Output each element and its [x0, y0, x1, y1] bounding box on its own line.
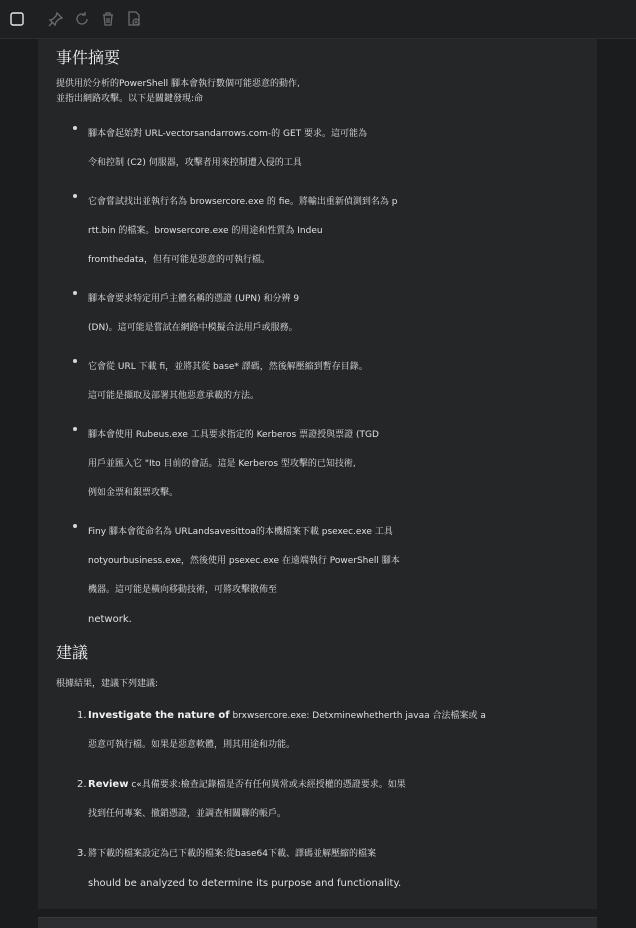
bullet-icon [73, 359, 77, 363]
list-item-line: (DN)。這可能是嘗試在網路中模擬合法用戶或服務。 [88, 323, 298, 333]
square-icon[interactable] [8, 10, 26, 28]
refresh-icon[interactable] [73, 10, 91, 28]
list-item-line: fromthedata，但有可能是惡意的可執行檔。 [88, 255, 270, 265]
list-item-line: 腳本會起始對 URL-vectorsandarrows.com-的 GET 要求。這可能為 [88, 129, 368, 139]
list-item-line: Finy 腳本會從命名為 URLandsavesittoa的本機檔案下載 psexec.exe 工具 [88, 527, 393, 537]
list-item-line: 它會嘗試找出並執行名為 browsercore.exe 的 fie。將輸出重新偵測到名為 p [88, 197, 398, 207]
list-item-line: should be analyzed to determine its purpose and functionality. [88, 878, 402, 889]
bullet-icon [73, 194, 77, 198]
list-item-line: 找到任何專案、撤銷憑證，並調查相關聯的帳戶。 [88, 809, 287, 819]
list-item-line: notyourbusiness.exe，然後使用 psexec.exe 在遠端執行 PowerShell 腳本 [88, 556, 400, 566]
bullet-icon [73, 427, 77, 431]
bullet-icon [73, 291, 77, 295]
findings-list [56, 120, 597, 634]
bullet-icon [73, 126, 77, 130]
list-item-line: 它會從 URL 下載 fi，並將其從 base* 譯碼，然後解壓縮到暫存目錄。 [88, 362, 368, 372]
list-item-line: 例如金票和銀票攻擊。 [88, 488, 179, 498]
recommendation-text: c«具備要求:檢查記錄檔是否有任何異常或未經授權的憑證要求。如果 [128, 780, 406, 790]
list-item [56, 421, 597, 518]
list-item-line: 用戶並匯入它 "Ito 目前的會話。這是 Kerberos 型攻擊的已知技術, [88, 459, 356, 469]
recommendation-title: Investigate the nature of [88, 710, 230, 721]
list-item [56, 839, 597, 898]
list-item-line: 腳本會要求特定用戶主體名稱的憑證 (UPN) 和分辨 9 [88, 294, 300, 304]
add-doc-icon[interactable] [125, 10, 143, 28]
list-item-line: network. [88, 614, 132, 625]
toolbar [0, 0, 636, 39]
recommendations-heading: 建議 [56, 643, 89, 662]
list-number: 1. [77, 710, 87, 721]
list-item-line: 惡意可執行檔。如果是惡意軟體，則其用途和功能。 [88, 740, 296, 750]
list-number: 3. [77, 848, 87, 859]
summary-intro-line: 提供用於分析的PowerShell 腳本會執行數個可能惡意的動作, [56, 79, 300, 89]
list-item-line: rtt.bin 的檔案。browsercore.exe 的用途和性質為 Indeu [88, 226, 323, 236]
recommendation-text: 將下載的檔案設定為已下載的檔案:從base64下載、譯碼並解壓縮的檔案 [88, 849, 376, 859]
recommendation-title: Review [88, 779, 129, 790]
list-item [56, 701, 597, 770]
recommendation-text: brxwsercore.exe: Detxminewhetherth javaa 合法檔案或 a [229, 711, 486, 721]
summary-heading: 事件摘要 [56, 48, 121, 67]
summary-intro-line: 並指出網路攻擊。以下是關鍵發現:命 [56, 94, 204, 104]
list-item-line: 令和控制 (C2) 伺服器，攻擊者用來控制遭入侵的工具 [88, 158, 302, 168]
list-number: 2. [77, 779, 87, 790]
recommendations-intro: 根據結果，建議下列建議: [56, 679, 159, 689]
trash-icon[interactable] [99, 10, 117, 28]
response-panel [38, 39, 597, 909]
list-item-line: 腳本會使用 Rubeus.exe 工具要求指定的 Kerberos 票證授與票證 (TGD [88, 430, 379, 440]
recommendations-list [56, 701, 597, 898]
bottom-input-area[interactable] [38, 917, 597, 928]
list-item [56, 770, 597, 839]
list-item [56, 120, 597, 188]
list-item-line: 機器。這可能是橫向移動技術，可將攻擊散佈至 [88, 585, 278, 595]
list-item [56, 188, 597, 285]
list-item [56, 353, 597, 421]
list-item-line: 這可能是擷取及部署其他惡意承載的方法。 [88, 391, 260, 401]
list-item [56, 285, 597, 353]
list-item [56, 518, 597, 634]
pin-icon[interactable] [47, 10, 65, 28]
summary-intro [56, 77, 597, 107]
bullet-icon [73, 524, 77, 528]
